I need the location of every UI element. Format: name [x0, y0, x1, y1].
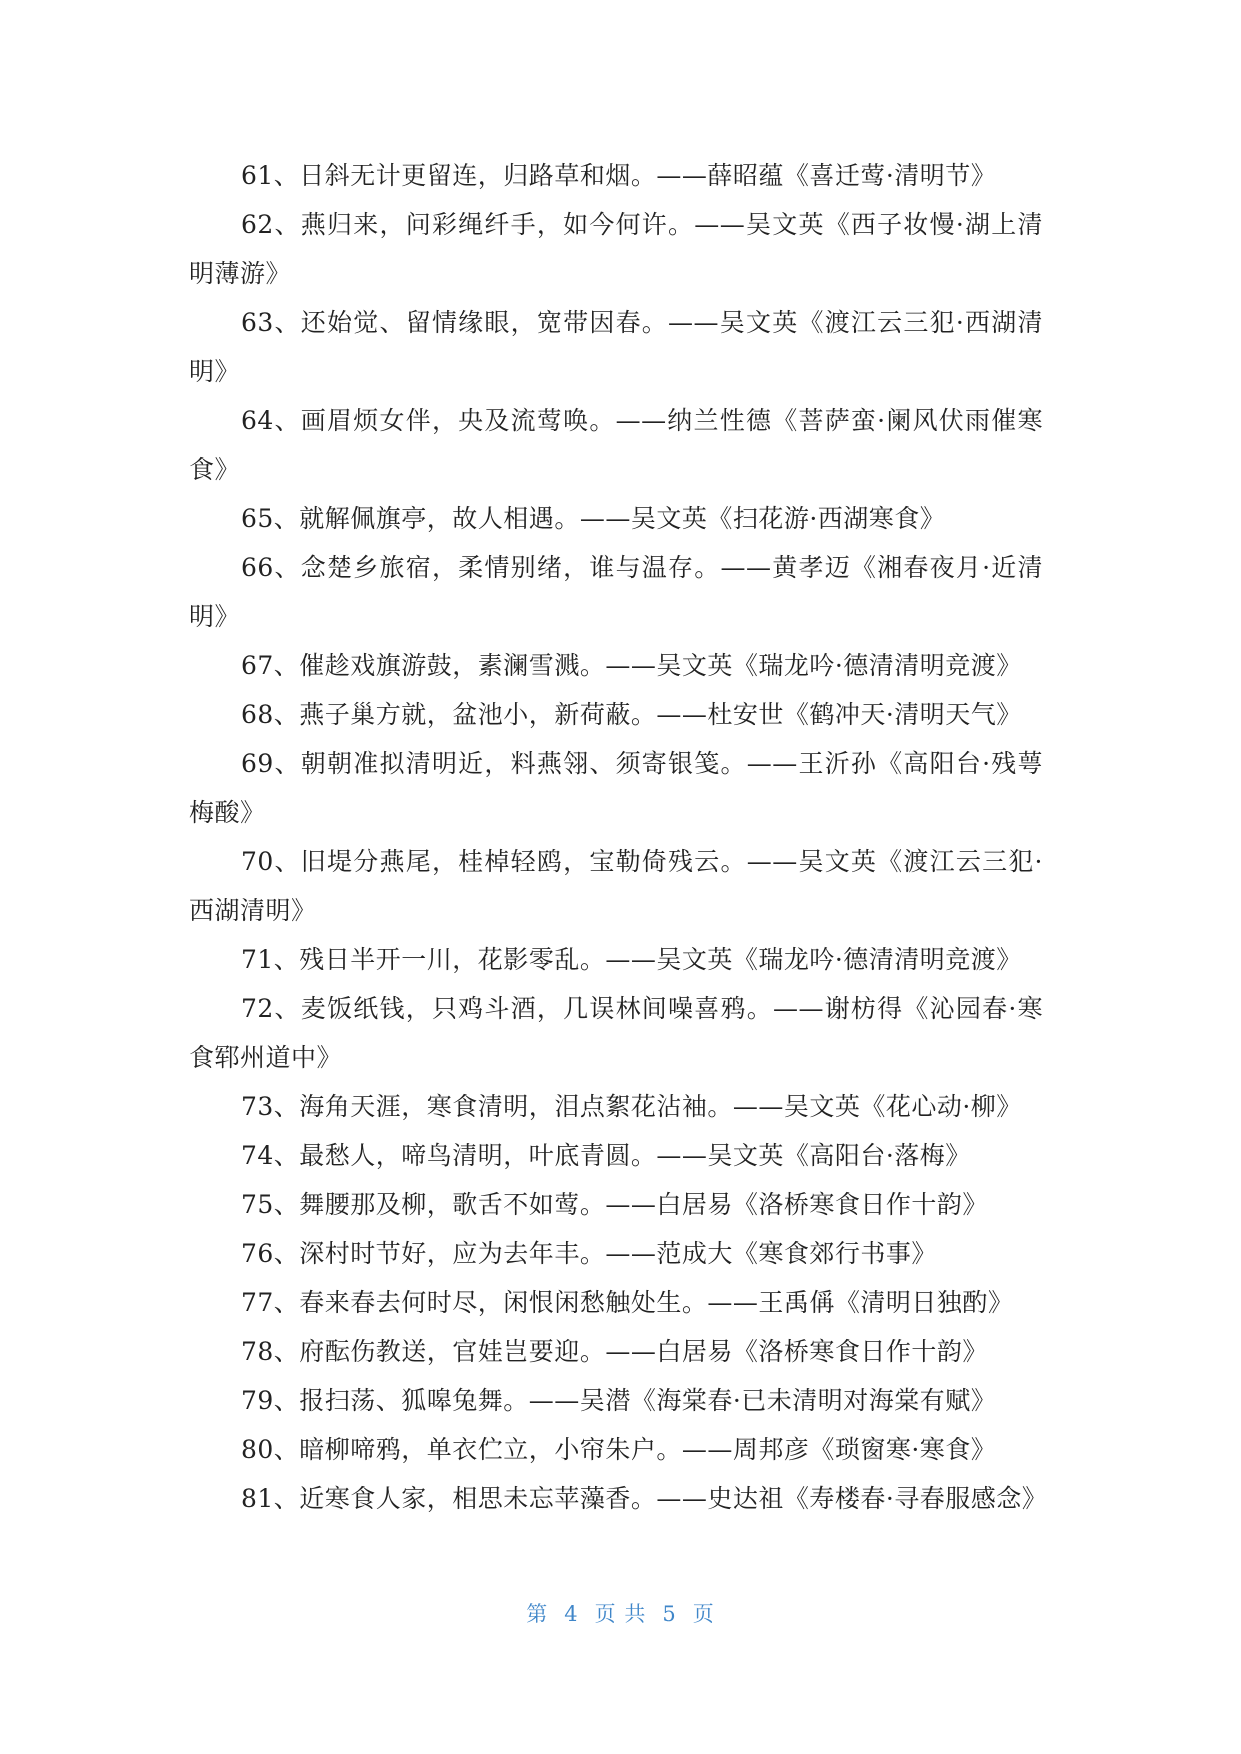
footer-current-page: 4	[564, 1602, 579, 1626]
verse-entry-73: 73、海角天涯，寒食清明，泪点絮花沾袖。——吴文英《花心动·柳》	[241, 1092, 1022, 1121]
verse-entry-72: 72、麦饭纸钱，只鸡斗酒，几误林间噪喜鸦。——谢枋得《沁园春·寒食郓州道中》	[189, 994, 1043, 1072]
verse-entry-69: 69、朝朝准拟清明近，料燕翎、须寄银笺。——王沂孙《高阳台·残萼梅酸》	[189, 749, 1043, 827]
footer-total-pages: 5	[662, 1602, 677, 1626]
verse-entry-67: 67、催趁戏旗游鼓，素澜雪溅。——吴文英《瑞龙吟·德清清明竞渡》	[241, 651, 1022, 680]
verse-entry-65: 65、就解佩旗亭，故人相遇。——吴文英《扫花游·西湖寒食》	[241, 504, 946, 533]
footer-label-of: 页 共	[594, 1602, 647, 1626]
verse-entry-62: 62、燕归来，问彩绳纤手，如今何许。——吴文英《西子妆慢·湖上清明薄游》	[189, 210, 1043, 288]
page-footer	[0, 1598, 1241, 1628]
footer-label-page: 第	[526, 1602, 549, 1626]
verse-entry-77: 77、春来春去何时尽，闲恨闲愁触处生。——王禹偁《清明日独酌》	[241, 1288, 1014, 1317]
verse-entry-81: 81、近寒食人家，相思未忘苹藻香。——史达祖《寿楼春·寻春服感念》	[241, 1484, 1048, 1513]
document-body	[189, 151, 1048, 1523]
verse-entry-80: 80、暗柳啼鸦，单衣伫立，小帘朱户。——周邦彦《琐窗寒·寒食》	[241, 1435, 997, 1464]
verse-entry-64: 64、画眉烦女伴，央及流莺唤。——纳兰性德《菩萨蛮·阑风伏雨催寒食》	[189, 406, 1043, 484]
verse-entry-75: 75、舞腰那及柳，歌舌不如莺。——白居易《洛桥寒食日作十韵》	[241, 1190, 988, 1219]
verse-entry-63: 63、还始觉、留情缘眼，宽带因春。——吴文英《渡江云三犯·西湖清明》	[189, 308, 1043, 386]
verse-entry-76: 76、深村时节好，应为去年丰。——范成大《寒食郊行书事》	[241, 1239, 937, 1268]
verse-entry-74: 74、最愁人，啼鸟清明，叶底青圆。——吴文英《高阳台·落梅》	[241, 1141, 971, 1170]
verse-entry-78: 78、府酝伤教送，官娃岂要迎。——白居易《洛桥寒食日作十韵》	[241, 1337, 988, 1366]
verse-entry-68: 68、燕子巢方就，盆池小，新荷蔽。——杜安世《鹤冲天·清明天气》	[241, 700, 1022, 729]
footer-label-pages: 页	[692, 1602, 715, 1626]
verse-entry-61: 61、日斜无计更留连，归路草和烟。——薛昭蕴《喜迁莺·清明节》	[241, 161, 997, 190]
verse-entry-66: 66、念楚乡旅宿，柔情别绪，谁与温存。——黄孝迈《湘春夜月·近清明》	[189, 553, 1043, 631]
verse-entry-71: 71、残日半开一川，花影零乱。——吴文英《瑞龙吟·德清清明竞渡》	[241, 945, 1022, 974]
verse-entry-70: 70、旧堤分燕尾，桂棹轻鸥，宝勒倚残云。——吴文英《渡江云三犯·西湖清明》	[189, 847, 1043, 925]
verse-entry-79: 79、报扫荡、狐嗥兔舞。——吴潜《海棠春·已未清明对海棠有赋》	[241, 1386, 997, 1415]
